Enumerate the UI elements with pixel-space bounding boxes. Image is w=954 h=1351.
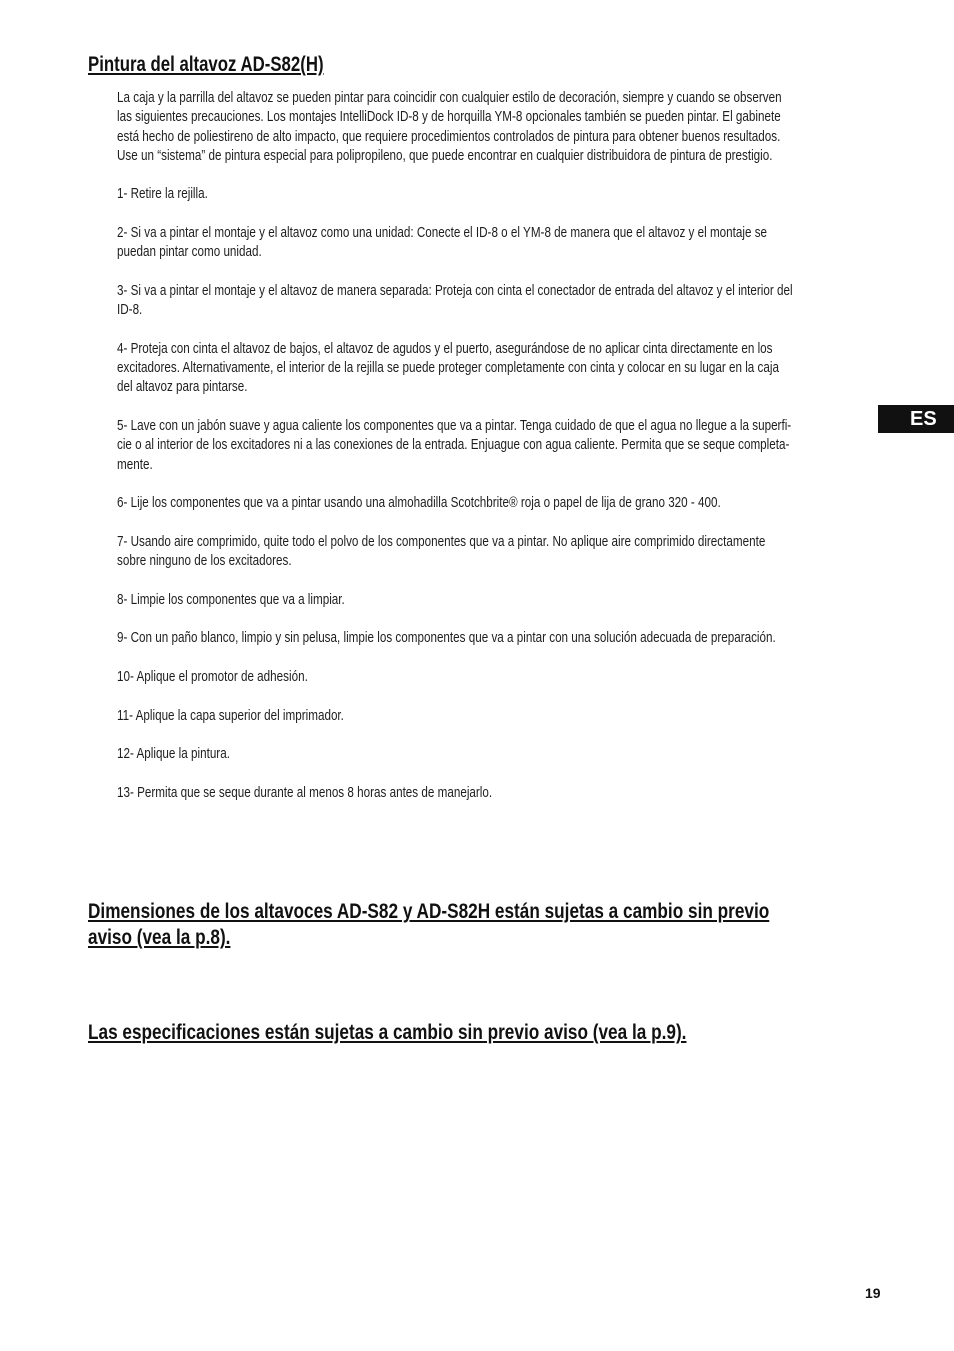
text-line: sobre ninguno de los excitadores. [117,553,292,570]
step-6 [117,494,869,513]
heading-line: Dimensiones de los altavoces AD-S82 y AD-S82H están sujetas a cambio sin previo [88,899,770,923]
text-line: las siguientes precauciones. Los montajes IntelliDock ID-8 y de horquilla YM-8 opcionales también se pueden pintar. El gabinete [117,109,781,126]
painting-instructions [117,89,869,822]
page-number: 19 [865,1285,881,1301]
language-tab: ES [878,405,954,433]
text-line: 6- Lije los componentes que va a pintar usando una almohadilla Scotchbrite® roja o papel de lija de grano 320 - 400. [117,495,721,512]
step-5 [117,417,869,475]
step-12 [117,745,869,764]
step-8 [117,591,869,610]
text-line: excitadores. Alternativamente, el interior de la rejilla se puede proteger completamente con cinta y colocar en su lugar en la caja [117,360,779,377]
text-line: 11- Aplique la capa superior del imprimador. [117,707,344,724]
step-10 [117,668,869,687]
text-line: 3- Si va a pintar el montaje y el altavoz de manera separada: Proteja con cinta el conectador de entrada del altavoz y el interior del [117,282,793,299]
text-line: está hecho de poliestireno de alto impacto, que requiere procedimientos controlados de pintura para obtener buenos resultados. [117,128,781,145]
section-heading-dimensions [88,898,769,950]
text-line: 5- Lave con un jabón suave y agua caliente los componentes que va a pintar. Tenga cuidado de que el agua no llegue a la superfi- [117,418,792,435]
step-9 [117,629,869,648]
text-line: mente. [117,456,153,473]
section-heading-painting: Pintura del altavoz AD-S82(H) [88,53,324,76]
text-line: 1- Retire la rejilla. [117,186,208,203]
text-line: 9- Con un paño blanco, limpio y sin pelusa, limpie los componentes que va a pintar con una solución adecuada de preparación. [117,630,776,647]
intro-paragraph [117,89,869,166]
text-line: Use un “sistema” de pintura especial para polipropileno, que puede encontrar en cualquier distribuidora de pintura de prestigio. [117,147,773,164]
step-11 [117,707,869,726]
step-1 [117,185,869,204]
text-line: ID-8. [117,302,143,319]
text-line: 12- Aplique la pintura. [117,746,230,763]
text-line: 8- Limpie los componentes que va a limpiar. [117,591,345,608]
text-line: cie o al interior de los excitadores ni a las conexiones de la entrada. Enjuague con agua caliente. Permita que se seque completa- [117,437,790,454]
step-2 [117,224,869,263]
section-heading-specifications: Las especificaciones están sujetas a cambio sin previo aviso (vea la p.9). [88,1020,687,1044]
text-line: 4- Proteja con cinta el altavoz de bajos, el altavoz de agudos y el puerto, asegurándose de no aplicar cinta directamente en los [117,340,773,357]
text-line: La caja y la parrilla del altavoz se pueden pintar para coincidir con cualquier estilo de decoración, siempre y cuando se observen [117,90,782,106]
text-line: 7- Usando aire comprimido, quite todo el polvo de los componentes que va a pintar. No aplique aire comprimido directamente [117,533,766,550]
step-3 [117,282,869,321]
step-7 [117,533,869,572]
text-line: del altavoz para pintarse. [117,379,248,396]
step-13 [117,784,869,803]
text-line: 10- Aplique el promotor de adhesión. [117,668,308,685]
text-line: 13- Permita que se seque durante al menos 8 horas antes de manejarlo. [117,784,493,801]
step-4 [117,340,869,398]
text-line: puedan pintar como unidad. [117,244,262,261]
text-line: 2- Si va a pintar el montaje y el altavoz como una unidad: Conecte el ID-8 o el YM-8 de manera que el altavoz y el montaje se [117,225,768,242]
heading-line: aviso (vea la p.8). [88,925,231,949]
